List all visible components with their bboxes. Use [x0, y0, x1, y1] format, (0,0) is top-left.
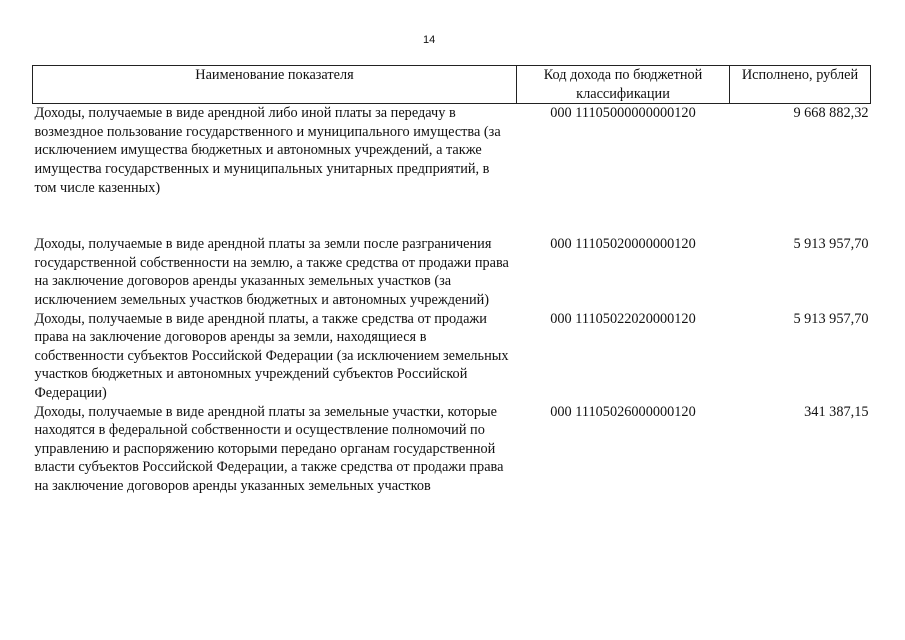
table-row	[33, 104, 871, 235]
row-revenue-code: 000 11105020000000120	[550, 236, 696, 253]
row-executed-amount: 5 913 957,70	[793, 310, 869, 327]
row-executed-amount: 341 387,15	[804, 403, 869, 420]
row-indicator-name: Доходы, получаемые в виде арендной платы за земли после разграничения государственной собственности на землю, а также средства от продажи права на заключение договоров аренды указанных земельных участков (за исключением земельных участков бюджетных и автономных учреждений)	[34, 236, 509, 308]
row-indicator-name: Доходы, получаемые в виде арендной либо иной платы за передачу в возмездное пользование государственного и муниципального имущества (за исключением имущества бюджетных и автономных учреждений, а также имущества государственных и муниципальных унитарных предприятий, в том числе казенных)	[34, 105, 501, 196]
header-revenue-code: Код дохода по бюджетной классификации	[517, 66, 730, 104]
table-row	[33, 235, 871, 309]
table-row	[33, 310, 871, 403]
row-revenue-code: 000 11105000000000120	[550, 105, 696, 122]
row-revenue-code: 000 11105022020000120	[550, 310, 696, 327]
row-executed-amount: 9 668 882,32	[793, 105, 869, 122]
table-header-row	[33, 66, 871, 104]
row-indicator-name: Доходы, получаемые в виде арендной платы, а также средства от продажи права на заключение договоров аренды за земли, находящиеся в собственности субъектов Российской Федерации (за исключением земельных участков бюджетных и автономных учреждений субъектов Российской Федерации)	[34, 310, 509, 401]
row-revenue-code: 000 11105026000000120	[550, 403, 696, 420]
table-row	[33, 403, 871, 496]
header-executed-amount: Исполнено, рублей	[730, 66, 871, 104]
row-indicator-name: Доходы, получаемые в виде арендной платы за земельные участки, которые находятся в федеральной собственности и осуществление полномочий по управлению и распоряжению которыми передано органам государственной власти субъектов Российской Федерации, а также средства от продажи права на заключение договоров аренды указанных земельных участков	[34, 403, 504, 494]
revenue-table	[32, 65, 871, 495]
page-number: 14	[423, 34, 436, 46]
row-executed-amount: 5 913 957,70	[793, 236, 869, 253]
header-indicator-name: Наименование показателя	[33, 66, 517, 104]
